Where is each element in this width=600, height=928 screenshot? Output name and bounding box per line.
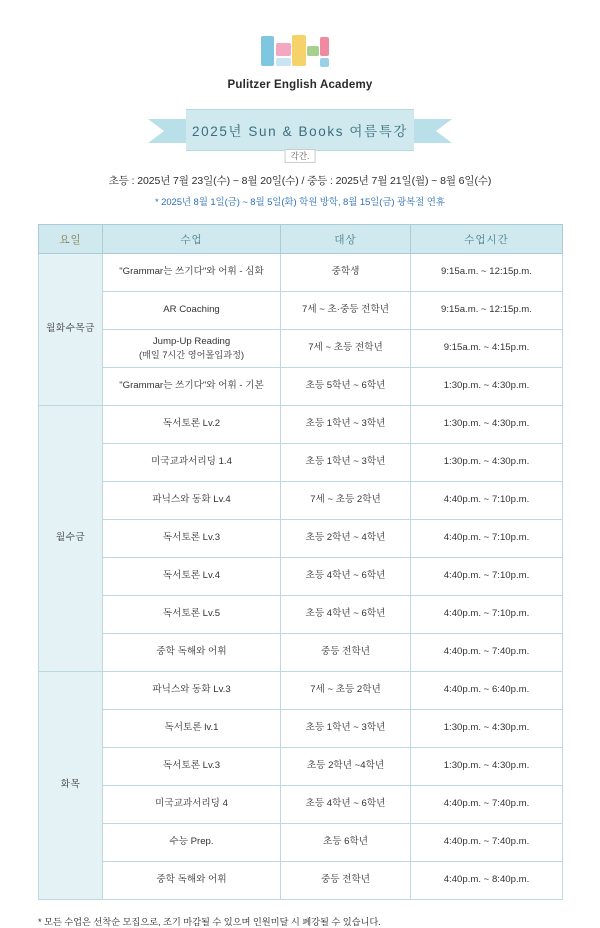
class-name-text: 중학 독해와 어휘: [156, 646, 227, 658]
schedule-table: [38, 224, 563, 900]
class-name-text: 독서토론 Lv.3: [162, 760, 221, 772]
class-name-cell: [103, 672, 281, 710]
target-cell: 중등 전학년: [281, 862, 411, 900]
table-row: [39, 330, 563, 368]
target-cell: 초등 1학년 ~ 3학년: [281, 406, 411, 444]
class-name-cell: [103, 520, 281, 558]
banner-badge: 각간.: [285, 149, 316, 163]
day-group-cell: 월화수목금: [39, 254, 103, 406]
time-cell: 4:40p.m. ~ 6:40p.m.: [411, 672, 563, 710]
class-name-text: 파닉스와 동화 Lv.3: [152, 684, 231, 696]
time-cell: 4:40p.m. ~ 7:10p.m.: [411, 520, 563, 558]
class-name-text: "Grammar는 쓰기다"와 어휘 - 기본: [119, 380, 264, 392]
table-row: [39, 786, 563, 824]
table-row: [39, 710, 563, 748]
table-row: [39, 862, 563, 900]
column-header-target: 대상: [281, 225, 411, 254]
table-row: [39, 292, 563, 330]
time-cell: 1:30p.m. ~ 4:30p.m.: [411, 710, 563, 748]
time-cell: 1:30p.m. ~ 4:30p.m.: [411, 406, 563, 444]
target-cell: 초등 1학년 ~ 3학년: [281, 710, 411, 748]
holiday-notice: * 2025년 8월 1일(금) ~ 8월 5일(화) 학원 방학, 8월 15일(금) 광복절 연휴: [155, 197, 445, 208]
class-name-cell: [103, 824, 281, 862]
banner-body: [186, 109, 414, 151]
class-name-cell: [103, 330, 281, 368]
class-name-cell: [103, 406, 281, 444]
table-row: [39, 558, 563, 596]
time-cell: 9:15a.m. ~ 4:15p.m.: [411, 330, 563, 368]
table-row: [39, 748, 563, 786]
table-row: [39, 520, 563, 558]
target-cell: 중학생: [281, 254, 411, 292]
time-cell: 4:40p.m. ~ 7:40p.m.: [411, 824, 563, 862]
target-cell: 중등 전학년: [281, 634, 411, 672]
class-name-text: Jump-Up Reading: [152, 335, 231, 347]
target-cell: 초등 4학년 ~ 6학년: [281, 596, 411, 634]
class-name-cell: [103, 862, 281, 900]
class-name-cell: [103, 710, 281, 748]
session-dates: 초등 : 2025년 7월 23일(수) ~ 8월 20일(수) / 중등 : 2025년 7월 21일(월) ~ 8월 6일(수): [108, 175, 492, 187]
banner-title: 2025년 Sun & Books 여름특강: [192, 124, 408, 139]
schedule-body: [39, 254, 563, 900]
class-name-text: 독서토론 Lv.4: [162, 570, 221, 582]
time-cell: 1:30p.m. ~ 4:30p.m.: [411, 444, 563, 482]
time-cell: 4:40p.m. ~ 8:40p.m.: [411, 862, 563, 900]
time-cell: 4:40p.m. ~ 7:10p.m.: [411, 596, 563, 634]
target-cell: 초등 2학년 ~ 4학년: [281, 520, 411, 558]
class-name-text: 독서토론 Lv.2: [162, 418, 221, 430]
table-row: [39, 824, 563, 862]
time-cell: 4:40p.m. ~ 7:40p.m.: [411, 634, 563, 672]
class-name-cell: [103, 634, 281, 672]
class-name-subtext: (매일 7시간 영어몰입과정): [138, 349, 245, 360]
table-row: [39, 634, 563, 672]
target-cell: 초등 4학년 ~ 6학년: [281, 558, 411, 596]
table-row: [39, 596, 563, 634]
logo-block: [38, 0, 562, 91]
time-cell: 9:15a.m. ~ 12:15p.m.: [411, 292, 563, 330]
table-row: [39, 482, 563, 520]
academy-name: Pulitzer English Academy: [227, 79, 373, 91]
footnote: * 모든 수업은 선착순 모집으로, 조기 마감될 수 있으며 인원미달 시 폐강될 수 있습니다.: [38, 917, 381, 927]
class-name-text: 수능 Prep.: [169, 836, 214, 848]
class-name-cell: [103, 254, 281, 292]
class-name-cell: [103, 558, 281, 596]
class-name-text: 독서토론 Lv.3: [162, 532, 221, 544]
target-cell: 초등 4학년 ~ 6학년: [281, 786, 411, 824]
table-row: [39, 444, 563, 482]
class-name-cell: [103, 786, 281, 824]
target-cell: 초등 5학년 ~ 6학년: [281, 368, 411, 406]
column-header-class: 수업: [103, 225, 281, 254]
time-cell: 9:15a.m. ~ 12:15p.m.: [411, 254, 563, 292]
table-row: [39, 406, 563, 444]
banner: [38, 109, 562, 161]
class-name-cell: [103, 292, 281, 330]
pulitzer-logo-icon: [257, 34, 343, 70]
target-cell: 초등 2학년 ~4학년: [281, 748, 411, 786]
class-name-text: AR Coaching: [163, 304, 220, 316]
time-cell: 4:40p.m. ~ 7:10p.m.: [411, 482, 563, 520]
class-name-text: 중학 독해와 어휘: [156, 874, 227, 886]
time-cell: 4:40p.m. ~ 7:40p.m.: [411, 786, 563, 824]
table-row: [39, 254, 563, 292]
target-cell: 7세 ~ 초등 전학년: [281, 330, 411, 368]
class-name-text: "Grammar는 쓰기다"와 어휘 - 심화: [119, 266, 264, 278]
class-name-cell: [103, 368, 281, 406]
target-cell: 7세 ~ 초등 2학년: [281, 482, 411, 520]
table-row: [39, 672, 563, 710]
table-header-row: [39, 225, 563, 254]
target-cell: 초등 6학년: [281, 824, 411, 862]
date-info: [38, 173, 562, 208]
class-name-text: 독서토론 lv.1: [164, 722, 219, 734]
class-name-cell: [103, 596, 281, 634]
time-cell: 4:40p.m. ~ 7:10p.m.: [411, 558, 563, 596]
class-name-text: 독서토론 Lv.5: [162, 608, 221, 620]
column-header-day: 요일: [39, 225, 103, 254]
class-name-cell: [103, 748, 281, 786]
class-name-text: 파닉스와 동화 Lv.4: [152, 494, 231, 506]
time-cell: 1:30p.m. ~ 4:30p.m.: [411, 748, 563, 786]
day-group-cell: 월수금: [39, 406, 103, 672]
time-cell: 1:30p.m. ~ 4:30p.m.: [411, 368, 563, 406]
class-name-text: 미국교과서리딩 4: [155, 798, 228, 810]
class-name-cell: [103, 444, 281, 482]
class-name-cell: [103, 482, 281, 520]
target-cell: 7세 ~ 초·중등 전학년: [281, 292, 411, 330]
table-row: [39, 368, 563, 406]
class-name-text: 미국교과서리딩 1.4: [151, 456, 232, 468]
column-header-time: 수업시간: [411, 225, 563, 254]
target-cell: 초등 1학년 ~ 3학년: [281, 444, 411, 482]
target-cell: 7세 ~ 초등 2학년: [281, 672, 411, 710]
day-group-cell: 화목: [39, 672, 103, 900]
